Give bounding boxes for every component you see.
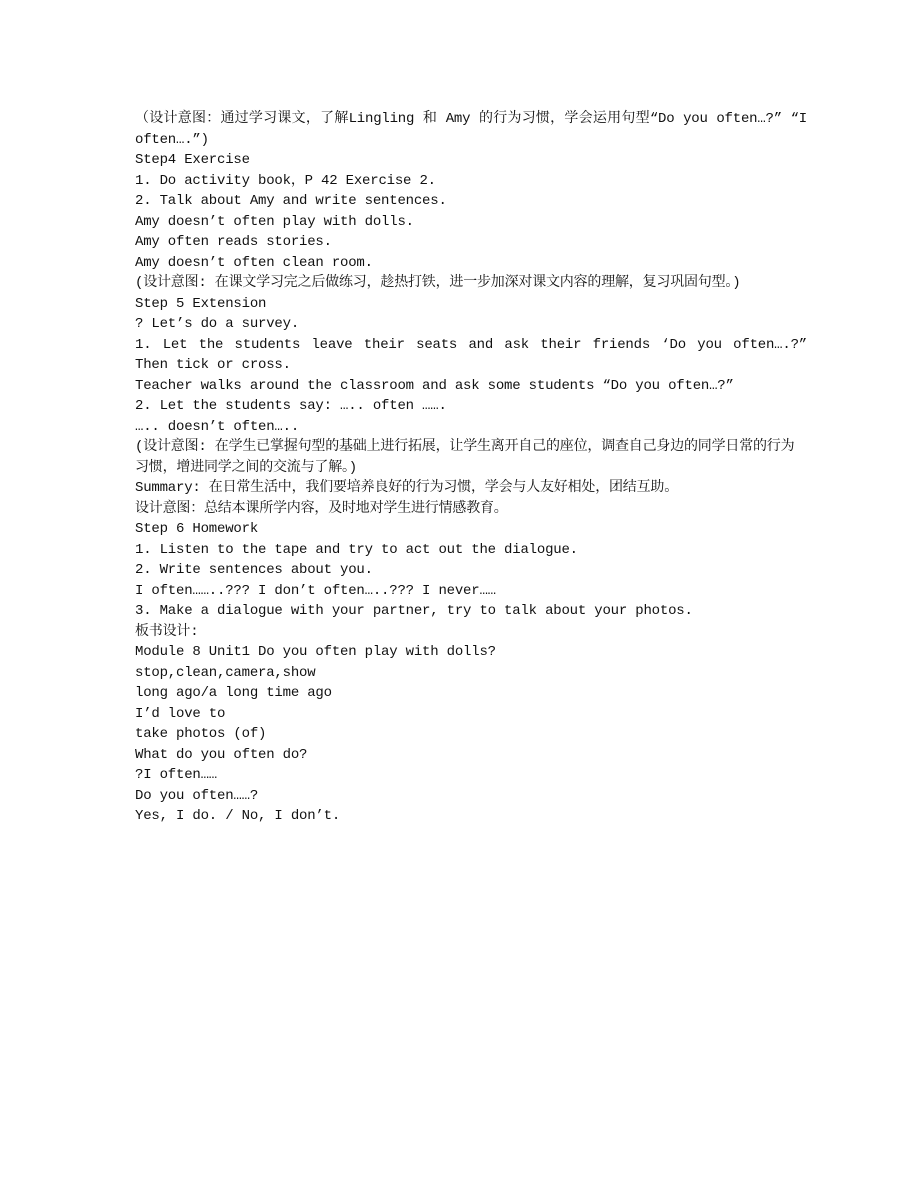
- step4-sentence-1: Amy doesn’t often play with dolls.: [135, 213, 414, 230]
- step4-design-intent: (设计意图: 在课文学习完之后做练习，趁热打铁，进一步加深对课文内容的理解，复习巩固句型。): [135, 275, 741, 291]
- step6-item-3: 3. Make a dialogue with your partner, try to talk about your photos.: [135, 603, 693, 619]
- step5-design-intent: (设计意图: 在学生已掌握句型的基础上进行拓展，让学生离开自己的座位，调查自己身边的同学日常的行为习惯，增进同学之间的交流与了解。): [135, 439, 795, 476]
- step5-item-2: 2. Let the students say: ….. often …….: [135, 398, 447, 414]
- summary-design-intent: 设计意图：总结本课所学内容，及时地对学生进行情感教育。: [135, 500, 508, 517]
- step4-item-2: 2. Talk about Amy and write sentences.: [135, 193, 447, 209]
- board-line-question-2: Do you often……?: [135, 787, 259, 804]
- board-line-title: Module 8 Unit1 Do you often play with dolls?: [135, 644, 496, 660]
- step5-survey: ? Let’s do a survey.: [135, 316, 300, 332]
- board-line-phrase-3: take photos (of): [135, 726, 267, 742]
- step4-sentence-2: Amy often reads stories.: [135, 234, 332, 250]
- step5-heading: Step 5 Extension: [135, 295, 267, 312]
- step6-item-2: 2. Write sentences about you.: [135, 562, 373, 578]
- step4-item-1: 1. Do activity book，P 42 Exercise 2.: [135, 172, 436, 189]
- step4-heading: Step4 Exercise: [135, 152, 250, 168]
- board-line-question-1: What do you often do?: [135, 746, 308, 763]
- board-line-phrase-2: I’d love to: [135, 705, 226, 722]
- board-line-vocab: stop,clean,camera,show: [135, 664, 316, 681]
- step5-item-1: 1. Let the students leave their seats and ask their friends ‘Do you often….?” Then tick or cross.: [135, 336, 816, 373]
- board-line-answer-1: ?I often……: [135, 767, 218, 783]
- board-design-heading: 板书设计:: [135, 623, 199, 640]
- step5-teacher-line: Teacher walks around the classroom and ask some students “Do you often…?”: [135, 377, 734, 394]
- board-line-phrase-1: long ago/a long time ago: [135, 685, 332, 701]
- step6-example: I often……..??? I don’t often…..??? I never……: [135, 582, 496, 599]
- board-line-answer-2: Yes, I do. / No, I don’t.: [135, 808, 341, 824]
- document-page: [135, 109, 816, 827]
- design-intent-paragraph: （设计意图：通过学习课文，了解Lingling 和 Amy 的行为习惯，学会运用句型“Do you often…?” “I often….”): [135, 111, 816, 148]
- step4-sentence-3: Amy doesn’t often clean room.: [135, 254, 373, 271]
- step6-heading: Step 6 Homework: [135, 521, 259, 537]
- step6-item-1: 1. Listen to the tape and try to act out the dialogue.: [135, 541, 578, 558]
- summary-line: Summary: 在日常生活中，我们要培养良好的行为习惯，学会与人友好相处，团结互助。: [135, 480, 679, 496]
- step5-item-2-continued: ….. doesn’t often…..: [135, 418, 300, 435]
